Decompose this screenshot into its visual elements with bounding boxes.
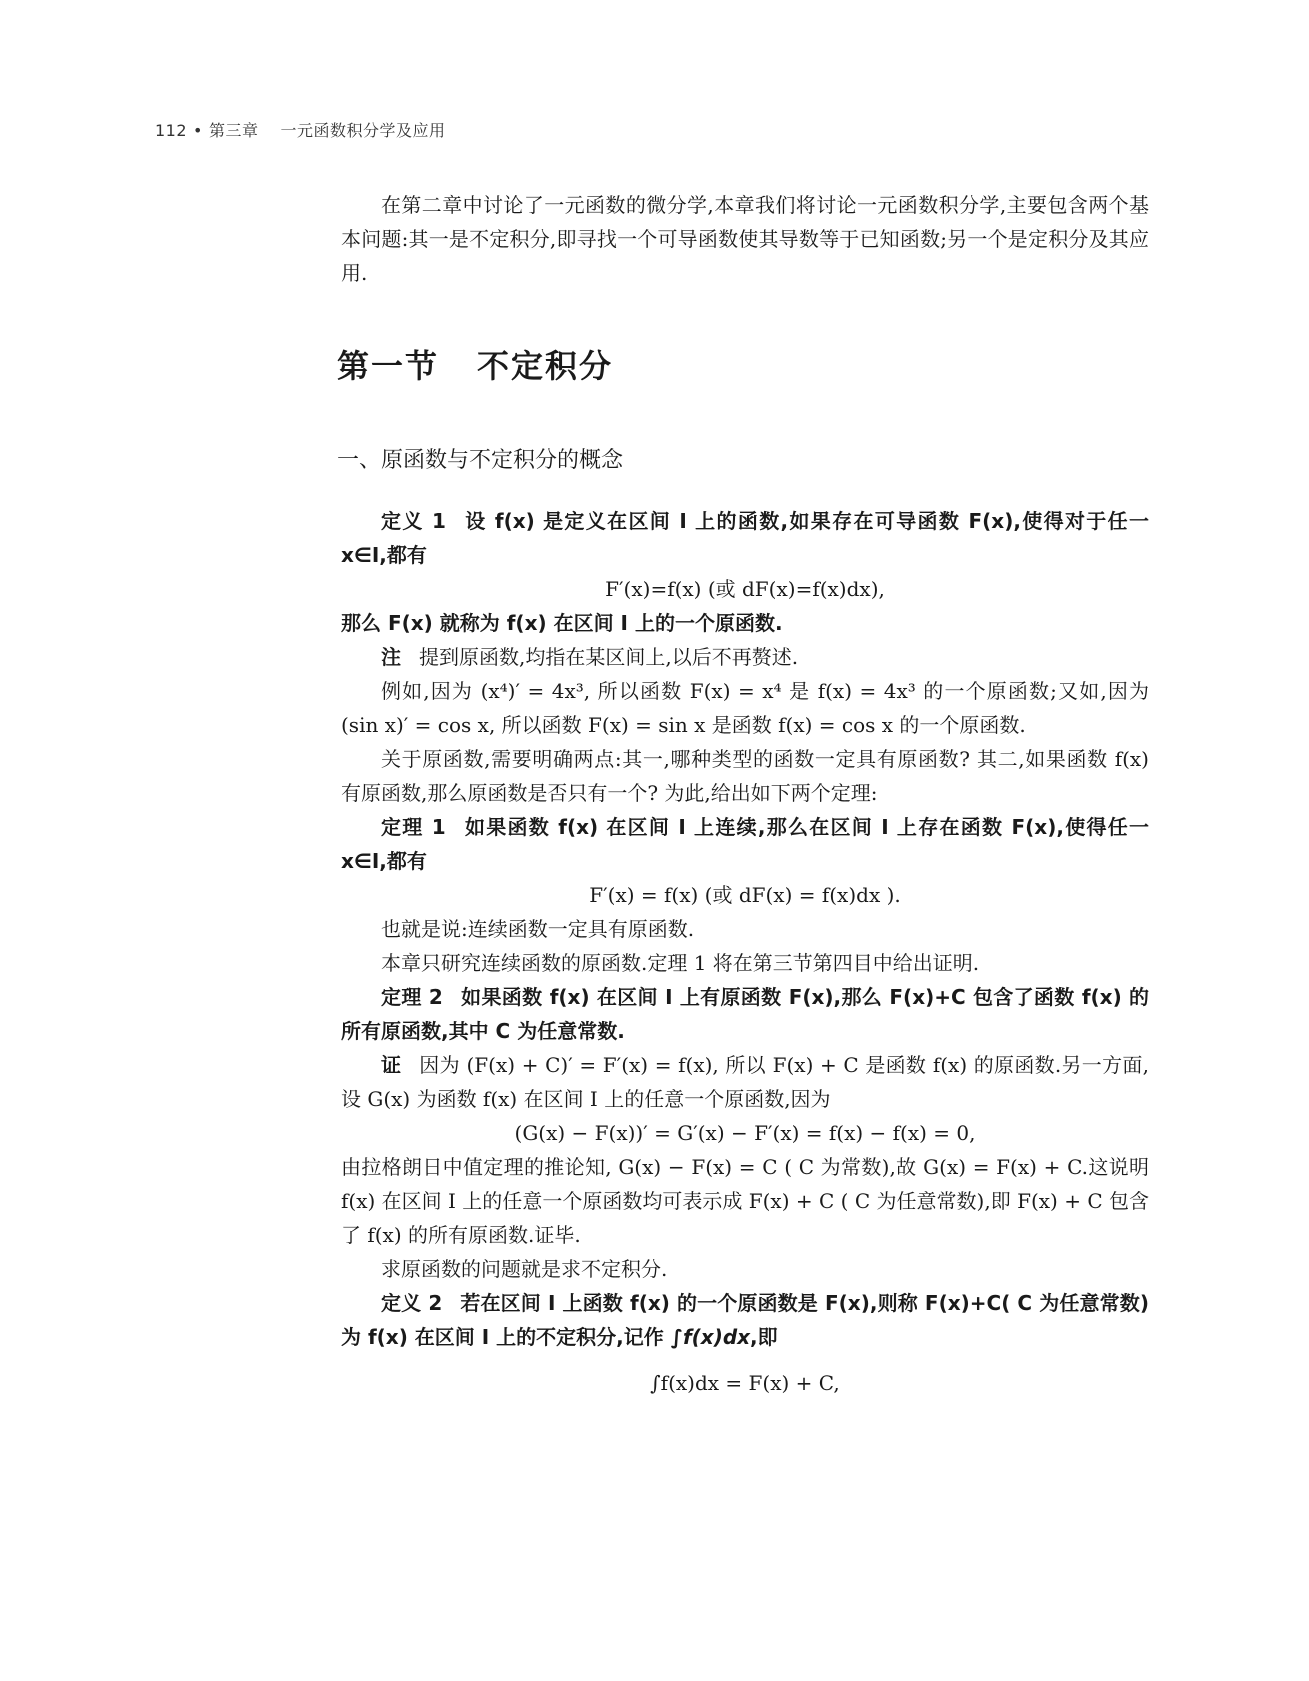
definition-1-equation: F′(x)=f(x) (或 dF(x)=f(x)dx), [605,577,885,601]
section-name: 不定积分 [477,347,614,385]
proof-equation: (G(x) − F(x))′ = G′(x) − F′(x) = f(x) − f(x) = 0, [514,1121,976,1145]
theorem-1 [341,810,1149,878]
theorem-2-text: 如果函数 f(x) 在区间 I 上有原函数 F(x),那么 F(x)+C 包含了函数 f(x) 的所有原函数,其中 C 为任意常数. [341,985,1149,1043]
theorem-1-text: 如果函数 f(x) 在区间 I 上连续,那么在区间 I 上存在函数 F(x),使得任一 x∈I,都有 [341,815,1149,873]
definition-2-text: 若在区间 I 上函数 f(x) 的一个原函数是 F(x),则称 F(x)+C( C 为任意常数)为 f(x) 在区间 I 上的不定积分,记作 [341,1291,1149,1349]
theorem-1-equation: F′(x) = f(x) (或 dF(x) = f(x)dx ). [589,883,901,907]
subsection-title: 一、原函数与不定积分的概念 [337,448,624,473]
integral-notation: ∫f(x)dx [670,1325,751,1349]
proof-text: 因为 (F(x) + C)′ = F′(x) = f(x), 所以 F(x) + C 是函数 f(x) 的原函数.另一方面,设 G(x) 为函数 f(x) 在区间 I 上的任意一个原函数,因为 [341,1053,1150,1111]
note-text: 提到原函数,均指在某区间上,以后不再赘述. [419,645,799,669]
theorem-1-label: 定理 1 [381,815,446,839]
bullet-separator: • [193,121,203,140]
proof-label: 证 [381,1053,402,1077]
intro-paragraph: 在第二章中讨论了一元函数的微分学,本章我们将讨论一元函数积分学,主要包含两个基本问题:其一是不定积分,即寻找一个可导函数使其导数等于已知函数;另一个是定积分及其应用. [341,193,1149,285]
theorem-2-label: 定理 2 [381,985,443,1009]
section-number: 第一节 [337,347,440,385]
running-header [155,118,446,141]
chapter-number: 第三章 [208,121,259,140]
definition-1-conclusion: 那么 F(x) 就称为 f(x) 在区间 I 上的一个原函数. [341,611,783,635]
theorem-1-scope: 本章只研究连续函数的原函数.定理 1 将在第三节第四目中给出证明. [381,951,980,975]
definition-2-tail: ,即 [750,1325,778,1349]
note-paragraph [341,640,1149,674]
definition-2-label: 定义 2 [381,1291,443,1315]
page-number: 112 [155,121,188,140]
remark-paragraph: 求原函数的问题就是求不定积分. [381,1257,668,1281]
theorem-2 [341,980,1149,1048]
definition-1-text: 设 f(x) 是定义在区间 I 上的函数,如果存在可导函数 F(x),使得对于任一 x∈I,都有 [341,509,1149,567]
definition-2-equation: ∫f(x)dx = F(x) + C, [650,1371,840,1395]
note-label: 注 [381,645,401,669]
theorem-1-remark: 也就是说:连续函数一定具有原函数. [381,917,695,941]
section-title [337,346,1149,386]
page-body [337,188,1150,1400]
proof-conclusion: 由拉格朗日中值定理的推论知, G(x) − F(x) = C ( C 为常数),故 G(x) = F(x) + C.这说明 f(x) 在区间 I 上的任意一个原函数均可表示成 F(x) + C ( C 为任意常数),即 F(x) + C 包含了 f(x) 的所有原函数.证毕. [341,1155,1149,1247]
question-paragraph: 关于原函数,需要明确两点:其一,哪种类型的函数一定具有原函数? 其二,如果函数 f(x) 有原函数,那么原函数是否只有一个? 为此,给出如下两个定理: [341,747,1149,805]
definition-1 [341,504,1149,572]
example-paragraph: 例如,因为 (x⁴)′ = 4x³, 所以函数 F(x) = x⁴ 是 f(x) = 4x³ 的一个原函数;又如,因为 (sin x)′ = cos x, 所以函数 F(x) = sin x 是函数 f(x) = cos x 的一个原函数. [341,679,1149,737]
definition-2 [341,1286,1149,1354]
definition-1-label: 定义 1 [381,509,446,533]
chapter-title: 一元函数积分学及应用 [280,121,446,140]
proof-paragraph [341,1048,1149,1116]
